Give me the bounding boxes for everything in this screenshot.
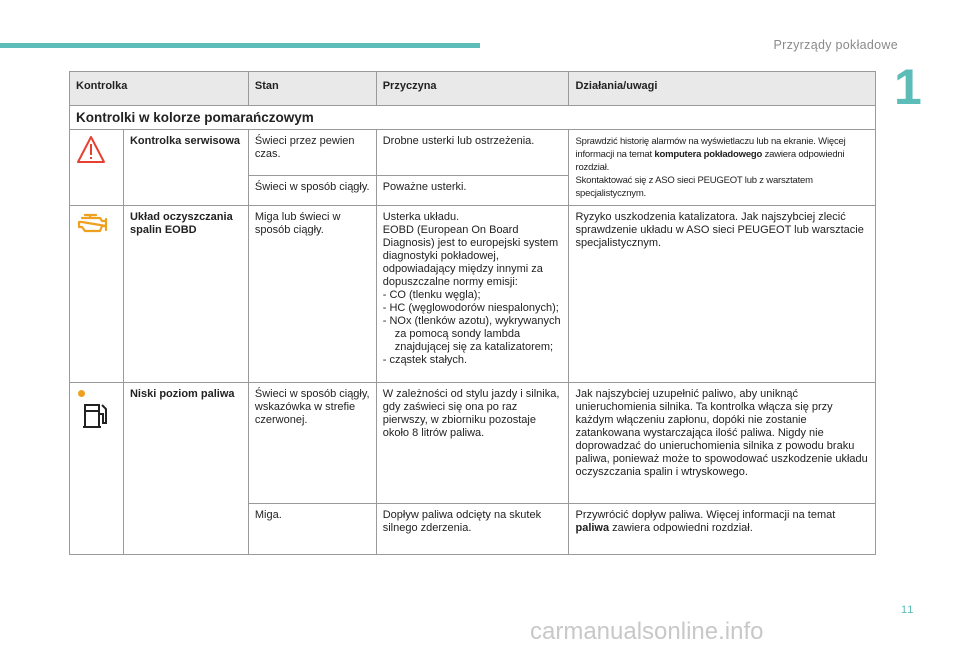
- fuel-action-2-a: Przywrócić dopływ paliwa. Więcej informacji na temat: [575, 509, 836, 521]
- fuel-state-1: Świeci w sposób ciągły, wskazówka w strefie czerwonej.: [248, 383, 376, 504]
- section-heading-row: [70, 106, 876, 130]
- eobd-action: Ryzyko uszkodzenia katalizatora. Jak najszybciej zlecić sprawdzenie układu w ASO sieci PEUGEOT lub warsztacie specjalistycznym.: [569, 206, 876, 383]
- fuel-action-2-bold: paliwa: [575, 522, 610, 534]
- table-row: [70, 130, 876, 176]
- service-light-name: Kontrolka serwisowa: [123, 130, 248, 206]
- section-heading: Kontrolki w kolorze pomarańczowym: [70, 106, 876, 130]
- list-item: - NOx (tlenków azotu), wykrywanych za pomocą sondy lambda znajdującej się za katalizatorem;: [382, 315, 561, 353]
- fuel-action-1: Jak najszybciej uzupełnić paliwo, aby uniknąć unieruchomienia silnika. Ta kontrolka włącza się przy każdym włączeniu zapłonu, dopóki nie zostanie zatankowana wystarczająca ilość paliwa. Nigdy nie doprowadzać do unieruchomienia silnika z powodu braku paliwa, ponieważ może to spowodować uszkodzenie układu oczyszczania spalin i wtryskowego.: [569, 383, 876, 504]
- engine-icon: [76, 211, 110, 237]
- fuel-cause-2: Dopływ paliwa odcięty na skutek silnego zderzenia.: [376, 504, 569, 555]
- service-note-a: Sprawdzić historię alarmów na wyświetlaczu lub na ekranie. Więcej informacji na temat: [575, 136, 846, 160]
- eobd-light-name: Układ oczyszczania spalin EOBD: [123, 206, 248, 383]
- fuel-cause-1: W zależności od stylu jazdy i silnika, gdy zaświeci się ona po raz pierwszy, w zbiorniku pozostaje około 8 litrów paliwa.: [376, 383, 569, 504]
- eobd-cause-intro: Usterka układu.: [382, 211, 460, 223]
- fuel-action-2-b: zawiera odpowiedni rozdział.: [612, 522, 753, 534]
- eobd-icon-cell: [70, 206, 124, 383]
- table-row: [70, 383, 876, 504]
- chapter-marker: 1: [894, 59, 922, 115]
- fuel-pump-icon: [82, 401, 112, 429]
- eobd-state: Miga lub świeci w sposób ciągły.: [248, 206, 376, 383]
- service-note-c: Skontaktować się z ASO sieci PEUGEOT lub z warsztatem specjalistycznym.: [575, 175, 813, 199]
- page-number: 11: [901, 604, 915, 616]
- service-note-b: zawiera odpowiedni rozdział.: [575, 149, 845, 173]
- service-state-2: Świeci w sposób ciągły.: [248, 176, 376, 206]
- section-title: Przyrządy pokładowe: [773, 38, 898, 52]
- col-header-kontrolka: Kontrolka: [70, 72, 249, 106]
- top-accent-bar: [0, 43, 480, 48]
- col-header-przyczyna: Przyczyna: [376, 72, 569, 106]
- fuel-icon-cell: [70, 383, 124, 555]
- fuel-state-2: Miga.: [248, 504, 376, 555]
- list-item: - HC (węglowodorów niespalonych);: [382, 302, 559, 314]
- fuel-light-name: Niski poziom paliwa: [123, 383, 248, 555]
- warning-lights-table: [69, 71, 876, 555]
- eobd-cause-text: EOBD (European On Board Diagnosis) jest to europejski system diagnostyki pokładowej, odpowiadający między innymi za dopuszczalne normy emisji:: [382, 224, 559, 288]
- amber-dot-icon: [78, 390, 85, 397]
- warning-triangle-icon: [76, 135, 106, 165]
- service-action: [569, 130, 876, 206]
- col-header-stan: Stan: [248, 72, 376, 106]
- table-header-row: [70, 72, 876, 106]
- eobd-cause: [376, 206, 569, 383]
- watermark: carmanualsonline.info: [530, 618, 764, 645]
- service-icon-cell: [70, 130, 124, 206]
- col-header-dzialania: Działania/uwagi: [569, 72, 876, 106]
- service-cause-2: Poważne usterki.: [376, 176, 569, 206]
- service-note-bold: komputera pokładowego: [654, 149, 763, 160]
- fuel-action-2: [569, 504, 876, 555]
- list-item: - cząstek stałych.: [382, 354, 468, 366]
- list-item: - CO (tlenku węgla);: [382, 289, 481, 301]
- service-cause-1: Drobne usterki lub ostrzeżenia.: [376, 130, 569, 176]
- service-state-1: Świeci przez pewien czas.: [248, 130, 376, 176]
- table-row: [70, 206, 876, 383]
